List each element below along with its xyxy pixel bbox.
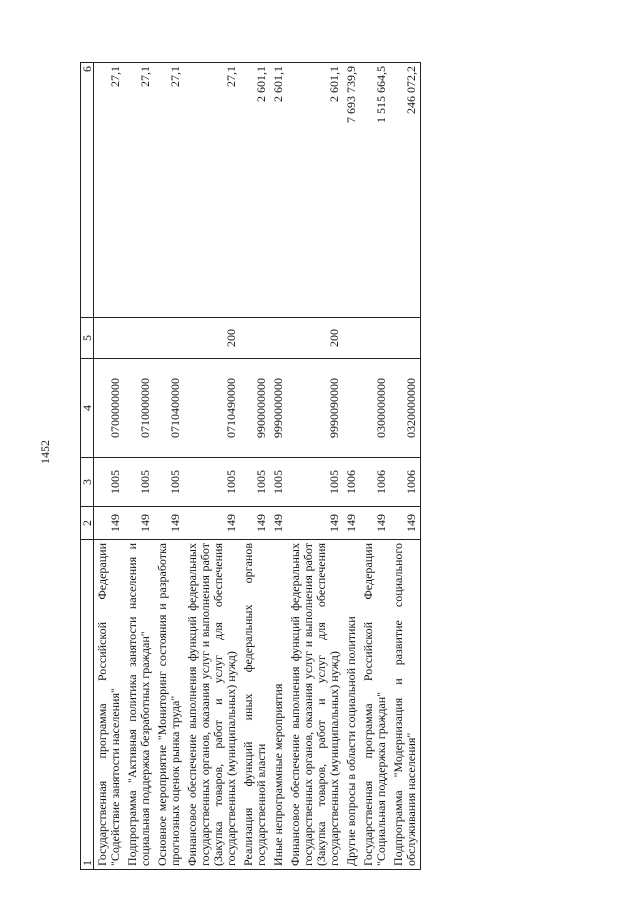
row-code: 149 [343, 507, 360, 540]
table-row [360, 63, 390, 870]
row-code: 149 [287, 507, 343, 540]
page-number: 1452 [38, 440, 52, 464]
row-target [343, 359, 360, 458]
row-amount: 2 601,1 [270, 63, 287, 318]
row-name: Государственная программа Российской Федерации "Социальная поддержка граждан" [360, 540, 390, 870]
row-amount: 1 515 664,5 [360, 63, 390, 318]
row-name: Финансовое обеспечение выполнения функций федеральных государственных органов, оказания услуг и выполнения работ (Закупка товаров, работ и услуг для обеспечения государственных (муниципальных) нужд) [287, 540, 343, 870]
row-target: 0710400000 [154, 359, 184, 458]
row-section: 1005 [287, 458, 343, 507]
row-section: 1005 [124, 458, 154, 507]
row-amount: 2 601,1 [240, 63, 270, 318]
header-col-3: 3 [81, 458, 94, 507]
table-row [154, 63, 184, 870]
row-section: 1006 [390, 458, 421, 507]
row-section: 1005 [184, 458, 240, 507]
row-kind [154, 318, 184, 359]
row-amount: 246 072,2 [390, 63, 421, 318]
row-kind [343, 318, 360, 359]
row-kind: 200 [184, 318, 240, 359]
row-kind [94, 318, 125, 359]
row-code: 149 [184, 507, 240, 540]
row-code: 149 [270, 507, 287, 540]
row-amount: 27,1 [184, 63, 240, 318]
row-name: Иные непрограммные мероприятия [270, 540, 287, 870]
row-code: 149 [124, 507, 154, 540]
row-name: Основное мероприятие "Мониторинг состояния и разработка прогнозных оценок рынка труда" [154, 540, 184, 870]
row-amount: 27,1 [94, 63, 125, 318]
row-section: 1006 [343, 458, 360, 507]
table-row [287, 63, 343, 870]
table-row [94, 63, 125, 870]
row-name: Реализация функций иных федеральных органов государственной власти [240, 540, 270, 870]
budget-table [80, 62, 421, 870]
header-col-4: 4 [81, 359, 94, 458]
row-target: 0320000000 [390, 359, 421, 458]
row-name: Подпрограмма "Активная политика занятости населения и социальная поддержка безработных граждан" [124, 540, 154, 870]
row-target: 0300000000 [360, 359, 390, 458]
header-col-6: 6 [81, 63, 94, 318]
header-col-5: 5 [81, 318, 94, 359]
row-target: 9990000000 [270, 359, 287, 458]
table-row [270, 63, 287, 870]
header-col-1: 1 [81, 540, 94, 870]
table-row [240, 63, 270, 870]
row-kind [240, 318, 270, 359]
row-section: 1005 [94, 458, 125, 507]
row-name: Подпрограмма "Модернизация и развитие социального обслуживания населения" [390, 540, 421, 870]
table-row [124, 63, 154, 870]
table-row [343, 63, 360, 870]
row-code: 149 [390, 507, 421, 540]
row-amount: 7 693 739,9 [343, 63, 360, 318]
row-section: 1005 [240, 458, 270, 507]
row-kind: 200 [287, 318, 343, 359]
row-section: 1005 [154, 458, 184, 507]
row-kind [390, 318, 421, 359]
row-name: Государственная программа Российской Федерации "Содействие занятости населения" [94, 540, 125, 870]
row-target: 9990090000 [287, 359, 343, 458]
row-section: 1006 [360, 458, 390, 507]
row-code: 149 [360, 507, 390, 540]
row-amount: 2 601,1 [287, 63, 343, 318]
row-kind [270, 318, 287, 359]
row-kind [360, 318, 390, 359]
table-header-row [81, 63, 94, 870]
row-amount: 27,1 [154, 63, 184, 318]
row-section: 1005 [270, 458, 287, 507]
row-name: Другие вопросы в области социальной политики [343, 540, 360, 870]
row-target: 0710490000 [184, 359, 240, 458]
table-row [390, 63, 421, 870]
header-col-2: 2 [81, 507, 94, 540]
row-code: 149 [154, 507, 184, 540]
row-code: 149 [240, 507, 270, 540]
table-row [184, 63, 240, 870]
row-target: 0700000000 [94, 359, 125, 458]
row-kind [124, 318, 154, 359]
row-amount: 27,1 [124, 63, 154, 318]
row-code: 149 [94, 507, 125, 540]
row-name: Финансовое обеспечение выполнения функций федеральных государственных органов, оказания услуг и выполнения работ (Закупка товаров, работ и услуг для обеспечения государственных (муниципальных) нужд) [184, 540, 240, 870]
row-target: 9900000000 [240, 359, 270, 458]
budget-table-sheet [80, 62, 560, 870]
row-target: 0710000000 [124, 359, 154, 458]
